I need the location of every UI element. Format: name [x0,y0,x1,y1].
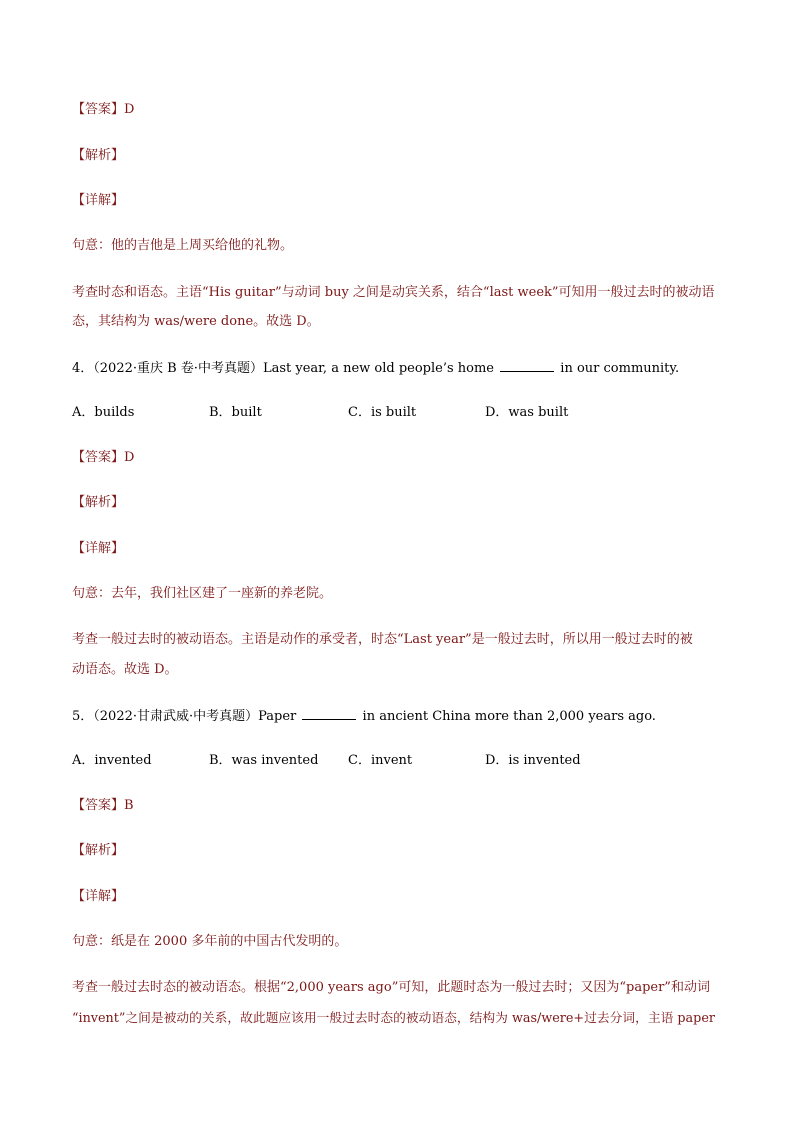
q4-option-c: C．is built [348,405,417,420]
q5-option-c: C．invent [348,753,413,768]
q4-explain-line1: 考查一般过去时的被动语态。主语是动作的承受者，时态“Last year”是一般过去时，所以用一般过去时的被 [72,632,693,647]
q5-option-b: B．was invented [209,753,319,768]
q4-stem [72,359,722,378]
q5-stem-after: in ancient China more than 2,000 years ago. [362,709,656,724]
q5-meaning: 句意：纸是在 2000 多年前的中国古代发明的。 [72,934,348,949]
q4-meaning: 句意：去年，我们社区建了一座新的养老院。 [72,586,333,601]
q5-detail-label: 【详解】 [72,889,125,904]
q4-option-d: D．was built [485,405,569,420]
q4-stem-before: 4．（2022·重庆 B 卷·中考真题）Last year, a new old people’s home [72,361,495,376]
q4-option-a: A．builds [72,405,135,420]
q3-answer: 【答案】D [72,102,135,117]
q4-option-b: B．built [209,405,262,420]
q4-detail-label: 【详解】 [72,541,125,556]
q4-explain-line2: 动语态。故选 D。 [72,662,178,677]
q5-option-d: D．is invented [485,753,581,768]
q5-explain-line1: 考查一般过去时态的被动语态。根据“2,000 years ago”可知，此题时态为一般过去时；又因为“paper”和动词 [72,980,710,995]
q4-stem-after: in our community. [560,361,680,376]
q5-stem-before: 5．（2022·甘肃武威·中考真题）Paper [72,709,297,724]
q3-detail-label: 【详解】 [72,193,125,208]
q5-blank [302,707,356,720]
q3-explain-line1: 考查时态和语态。主语“His guitar”与动词 buy 之间是动宾关系，结合“last week”可知用一般过去时的被动语 [72,285,715,300]
q5-option-a: A．invented [72,753,152,768]
q5-analysis-label: 【解析】 [72,843,125,858]
q4-answer: 【答案】D [72,450,135,465]
q4-analysis-label: 【解析】 [72,495,125,510]
q3-explain-line2: 态，其结构为 was/were done。故选 D。 [72,314,320,329]
q5-answer: 【答案】B [72,798,134,813]
q5-stem [72,707,722,726]
q3-analysis-label: 【解析】 [72,148,125,163]
q3-meaning: 句意：他的吉他是上周买给他的礼物。 [72,238,294,253]
q5-explain-line2: “invent”之间是被动的关系，故此题应该用一般过去时态的被动语态，结构为 was/were+过去分词，主语 paper [72,1011,715,1026]
q4-blank [500,359,554,372]
